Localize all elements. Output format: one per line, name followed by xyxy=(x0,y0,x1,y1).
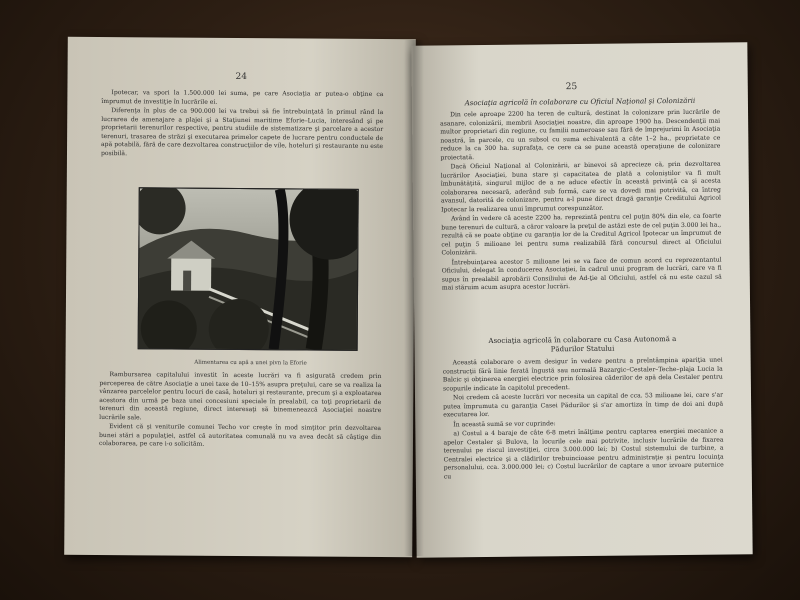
paragraph: a) Costul a 4 baraje de câte 6-8 metri înălţime pentru captarea energiei mecanice a apelor Cestaler şi Bulova, la locurile cele mai potrivite, inclusiv lucrările de fixarea terenului pe riscul investiţiei, circa 3.000.000 lei; b) Costul sistemului de turbine, a Centralei electrice şi a clădirilor trebuincioase pentru administraţie şi pentru locuinţa personalului, cca. 3.000.000 lei; c) Costul lucrărilor de captare a unor izvoare puternice cu xyxy=(443,427,724,480)
page-number-left: 24 xyxy=(235,71,248,83)
right-text-2 xyxy=(443,357,724,483)
paragraph: Din cele aproape 2200 ha teren de cultură, destinat la colonizare prin lucrările de asanare, colonizării, membrii Asociaţiei noastre, din aproape 1900 ha. Descendenţii mai multor proprietari din regiune, cu familii numeroase sau fără de împrejurimi în Asociaţia noastră, în parcele, cu un subsol cu suma echivalentă a câte 1–2 ha., proprietate ce reduce la ca 300 ha. suprafaţa, ce cere ca se pune această operaţiune de colonizare proiectată. xyxy=(440,108,721,161)
left-text-top xyxy=(101,89,383,161)
paragraph: Ipotecar, va spori la 1.500.000 lei suma, pe care Asociaţia ar putea-o obţine ca împrumut de investiţie în lucrările ei. xyxy=(101,89,384,106)
photo-water-supply xyxy=(138,187,359,351)
left-page xyxy=(64,37,416,557)
section-heading-line-1: Asociaţia agricolă în colaborare cu Casa Autonomă a xyxy=(488,335,677,345)
book-gutter xyxy=(404,40,424,556)
section-heading-oficiul: Asociaţia agricolă în colaborare cu Oficiul Naţional şi Colonizării xyxy=(464,96,696,108)
paragraph: Având în vedere că aceste 2200 ha. reprezintă pentru cel puţin 80% din ele, ca foarte bune terenuri de cultură, a căror valoare la preţul de astăzi este de cel puţin 3.000 lei ha., rezultă că se poate obţine cu garanţia lor de la Creditul Agricol Ipotecar un împrumut de cel puţin 5 milioane lei pentru suma realizabilă fără concursul direct al Oficiului Colonizării. xyxy=(441,212,722,257)
paragraph: Această colaborare o avem desigur în vedere pentru a preîntâmpina apariţia unei construcţii fără linie ferată îngustă sau normală Bazargic–Cestaler–Teche–plaja Lucia la Balcic şi obţinerea energiei electrice prin folosirea căderilor de apă dela Cestaler pentru scopurile indicate în capitolul precedent. xyxy=(442,356,723,392)
right-text-1 xyxy=(440,109,722,294)
photo-image xyxy=(139,188,358,350)
paragraph: Rambursarea capitalului investit în aceste lucrări va fi asigurată credem prin perceperea de către Asociaţie a unei taxe de 10–15% asupra preţului, care se va realiza la vânzarea parcelelor pentru locuri de casă, hoteluri şi restaurante, precum şi a exploatarea acestora din urmă pe baza unei concesiuni speciale în prealabil, ca toţi proprietarii de terenuri din această regiune, direct interesaţi să binemeneazcă Asociaţiei noastre lucrările sale. xyxy=(99,371,382,421)
right-page xyxy=(411,42,752,557)
paragraph: Diferenţa în plus de ca 900.000 lei va trebui să fie întrebuinţată în primul rând la lucrarea de amenajare a plajei şi a Staţiunei maritime Eforie–Lucia, interesând şi pe proprietarii terenurilor respective, pentru studiile de sistematizare şi parcelare a acestor terenuri, trasarea de străzi şi executarea primelor capete de lucrare pentru conductele de apă potabilă, fără de care dezvoltarea construcţiilor de vile, hoteluri şi restaurante nu este posibilă. xyxy=(100,107,384,157)
paragraph: În această sumă se vor cuprinde: xyxy=(453,419,556,428)
section-heading-casa-autonoma xyxy=(442,335,722,356)
photo-caption: Alimentarea cu apă a unei pivn la Eforie xyxy=(194,359,307,367)
paragraph: Întrebuinţarea acestor 5 milioane lei se va face de comun acord cu reprezentantul Oficiului, delegat în conducerea Asociaţiei, în cadrul unui program de lucrări, care va fi supus în prealabil aprobării Consiliului de Ad-ţie al Oficiului, astfel că nu este cazul să mai stăruim acum asupra acestor lucrări. xyxy=(441,256,722,292)
paragraph: Noi credem că aceste lucrări vor necesita un capital de cca. 53 milioane lei, care s'ar putea împrumuta cu garanţia Casei Pădurilor şi s'ar amortiza în timp de doi ani după executarea lor. xyxy=(443,391,724,419)
page-number-right: 25 xyxy=(565,82,578,93)
left-text-bottom xyxy=(99,371,382,451)
section-heading-line-2: Pădurilor Statului xyxy=(550,344,615,354)
paragraph: Evident că și veniturile comunei Techo vor creşte în mod simţitor prin dezvoltarea bunei stări a populaţiei, astfel că autoritatea comunală nu va avea decât să câştige din colaborarea, pe care i-o solicităm. xyxy=(98,423,382,448)
paragraph: Dacă Oficiul Naţional al Colonizării, ar binevoi să aprecieze că, prin dezvoltarea lucrărilor Asociaţiei, buna stare şi capacitatea de plată a coloniştilor va fi mult îmbunătăţită, singurul mijloc de a ne aduce efectiv în această privinţă ca şi acesta colaborarea necesară, aderând sub formă, care se va dovedi mai potrivită, ca întreg avansul, datorită de colonizare, pentru a-l pune direct dragă garanţie Creditului Agricol Ipotecar la realizarea unui împrumut corespunzător. xyxy=(440,160,721,213)
